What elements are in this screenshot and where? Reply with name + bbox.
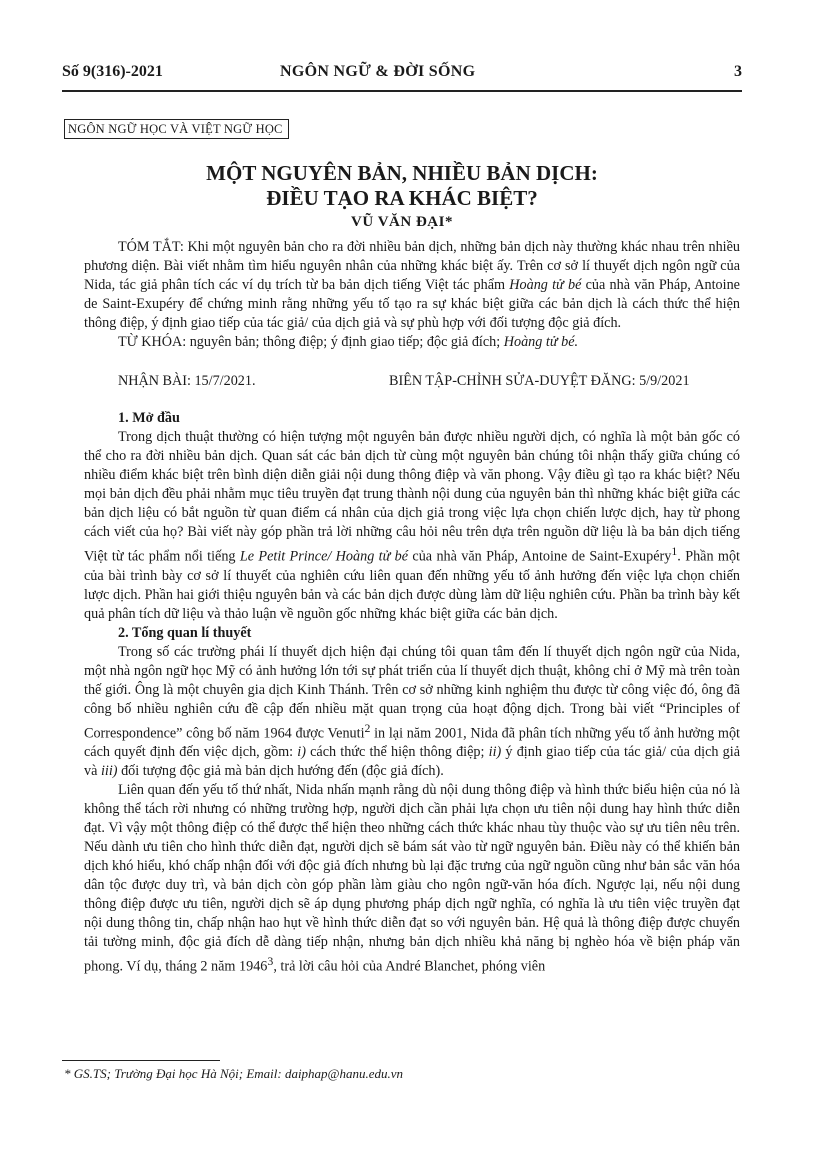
article-body [84, 409, 740, 977]
edited-date: BIÊN TẬP-CHỈNH SỬA-DUYỆT ĐĂNG: 5/9/2021 [389, 373, 690, 389]
section-1-heading: 1. Mở đầu [118, 410, 180, 426]
section-1-paragraph: Trong dịch thuật thường có hiện tượng một nguyên bản được nhiều người dịch, có nghĩa là một bản gốc có thể cho ra đời nhiều bản dịch. Quan sát các bản dịch từ cùng một nguyên bản chúng tôi nhận thấy giữa chúng có nhiều điểm khác biệt trên bình diện diễn giải nội dung thông điệp và văn phong. Vậy điều gì tạo ra khác biệt? Nếu mọi bản dịch đều phải nhằm mục tiêu truyền đạt trung thành nội dung của nguyên bản thì những khác biệt giữa các bản dịch liệu có bắt nguồn từ quan điểm cá nhân của dịch giả trong việc lựa chọn chiến lược dịch, hay từ phong cách viết của họ? Bài viết này góp phần trả lời những câu hỏi nêu trên dựa trên nguồn dữ liệu là ba bản dịch tiếng Việt từ tác phẩm nổi tiếng Le Petit Prince/ Hoàng tử bé của nhà văn Pháp, Antoine de Saint-Exupéry$^1$. Phần một của bài trình bày cơ sở lí thuyết của nghiên cứu liên quan đến những yếu tố ảnh hưởng đến việc lựa chọn chiến lược dịch. Phần hai giới thiệu nguyên bản và các bản dịch được dùng làm dữ liệu nghiên cứu. Phần ba trình bày kết quả phân tích dữ liệu và thảo luận về nguồn gốc những khác biệt giữa các bản dịch. [84, 429, 740, 622]
running-header [62, 63, 742, 87]
article-title-line-2: ĐIỀU TẠO RA KHÁC BIỆT? [266, 186, 538, 210]
footnote-rule [62, 1060, 220, 1061]
page-number: 3 [734, 63, 742, 80]
section-2-paragraph-2: Liên quan đến yếu tố thứ nhất, Nida nhấn mạnh rằng dù nội dung thông điệp và hình thức biểu hiện của nó là không thể tách rời nhưng có những trường hợp, người dịch cần phải lựa chọn ưu tiên nội dung hay hình thức diễn đạt. Vì vậy một thông điệp có thể được thể hiện theo những cách thức khác nhau tùy thuộc vào sự ưu tiên nêu trên. Nếu dành ưu tiên cho hình thức diễn đạt, người dịch sẽ bám sát vào từ ngữ nguyên bản. Điều này có thể khiến bản dịch khó hiểu, khó chấp nhận đối với độc giả đích nhưng bù lại đặc trưng của ngữ nguồn cũng như bản sắc văn hóa dân tộc được duy trì, và bản dịch còn góp phần làm giàu cho ngôn ngữ-văn hóa đích. Ngược lại, nếu nội dung thông điệp được ưu tiên, người dịch sẽ áp dụng phương pháp dịch ngữ nghĩa, có nghĩa là ưu tiên việc truyền đạt nội dung thông tin, chấp nhận hao hụt về hình thức diễn đạt so với nguyên bản. Hệ quả là thông điệp được chuyển tải tường minh, độc giả đích dễ dàng tiếp nhận, nhưng bản dịch nhiều khả năng bị nghèo hóa về biện pháp văn phong. Ví dụ, tháng 2 năm 1946$^3$, trả lời câu hỏi của André Blanchet, phóng viên [84, 782, 740, 976]
author-footnote: * GS.TS; Trường Đại học Hà Nội; Email: daiphap@hanu.edu.vn [64, 1066, 404, 1081]
keywords: TỪ KHÓA: nguyên bản; thông điệp; ý định giao tiếp; độc giả đích; Hoàng tử bé. [118, 334, 579, 350]
section-label: NGÔN NGỮ HỌC VÀ VIỆT NGỮ HỌC [64, 119, 289, 139]
section-2-paragraph-1: Trong số các trường phái lí thuyết dịch hiện đại chúng tôi quan tâm đến lí thuyết dịch ngôn ngữ của Nida, một nhà ngôn ngữ học Mỹ có ảnh hưởng lớn tới sự phát triển của lí thuyết dịch thuật, không chỉ ở Mỹ mà trên toàn thế giới. Ông là một chuyên gia dịch Kinh Thánh. Trên cơ sở những kinh nghiệm thu được từ công việc đó, ông đã công bố nhiều nghiên cứu đề cập đến nhiều mặt quan trọng của hoạt động dịch. Trong bài viết “Principles of Correspondence” công bố năm 1964 được Venuti$^2$ in lại năm 2001, Nida đã phân tích những yếu tố ảnh hưởng một cách quyết định đến việc dịch, gồm: i) cách thức thể hiện thông điệp; ii) ý định giao tiếp của tác giả/ của dịch giả và iii) đối tượng độc giả mà bản dịch hướng đến (độc giả đích). [84, 643, 741, 780]
section-2-heading: 2. Tổng quan lí thuyết [118, 624, 252, 641]
author-name: VŨ VĂN ĐẠI* [351, 214, 453, 230]
article-title-line-1: MỘT NGUYÊN BẢN, NHIỀU BẢN DỊCH: [206, 161, 598, 185]
journal-name: NGÔN NGỮ & ĐỜI SỐNG [280, 63, 476, 80]
issue-number: Số 9(316)-2021 [62, 63, 163, 80]
abstract: TÓM TẮT: Khi một nguyên bản cho ra đời nhiều bản dịch, những bản dịch này thường khác nhau trên nhiều phương diện. Bài viết nhằm tìm hiểu nguyên nhân của những khác biệt ấy. Trên cơ sở lí thuyết dịch ngôn ngữ của Nida, tác giả phân tích các ví dụ trích từ ba bản dịch tiếng Việt tác phẩm Hoàng tử bé của nhà văn Pháp, Antoine de Saint-Exupéry để chứng minh rằng những yếu tố tạo ra sự khác biệt giữa các bản dịch là cách thức thể hiện thông điệp, ý định giao tiếp của tác giả/ của dịch giả và sự phù hợp với đối tượng độc giả đích. [84, 239, 740, 331]
abstract-block [84, 238, 740, 352]
received-date: NHẬN BÀI: 15/7/2021. [118, 373, 256, 389]
header-rule [62, 90, 742, 92]
